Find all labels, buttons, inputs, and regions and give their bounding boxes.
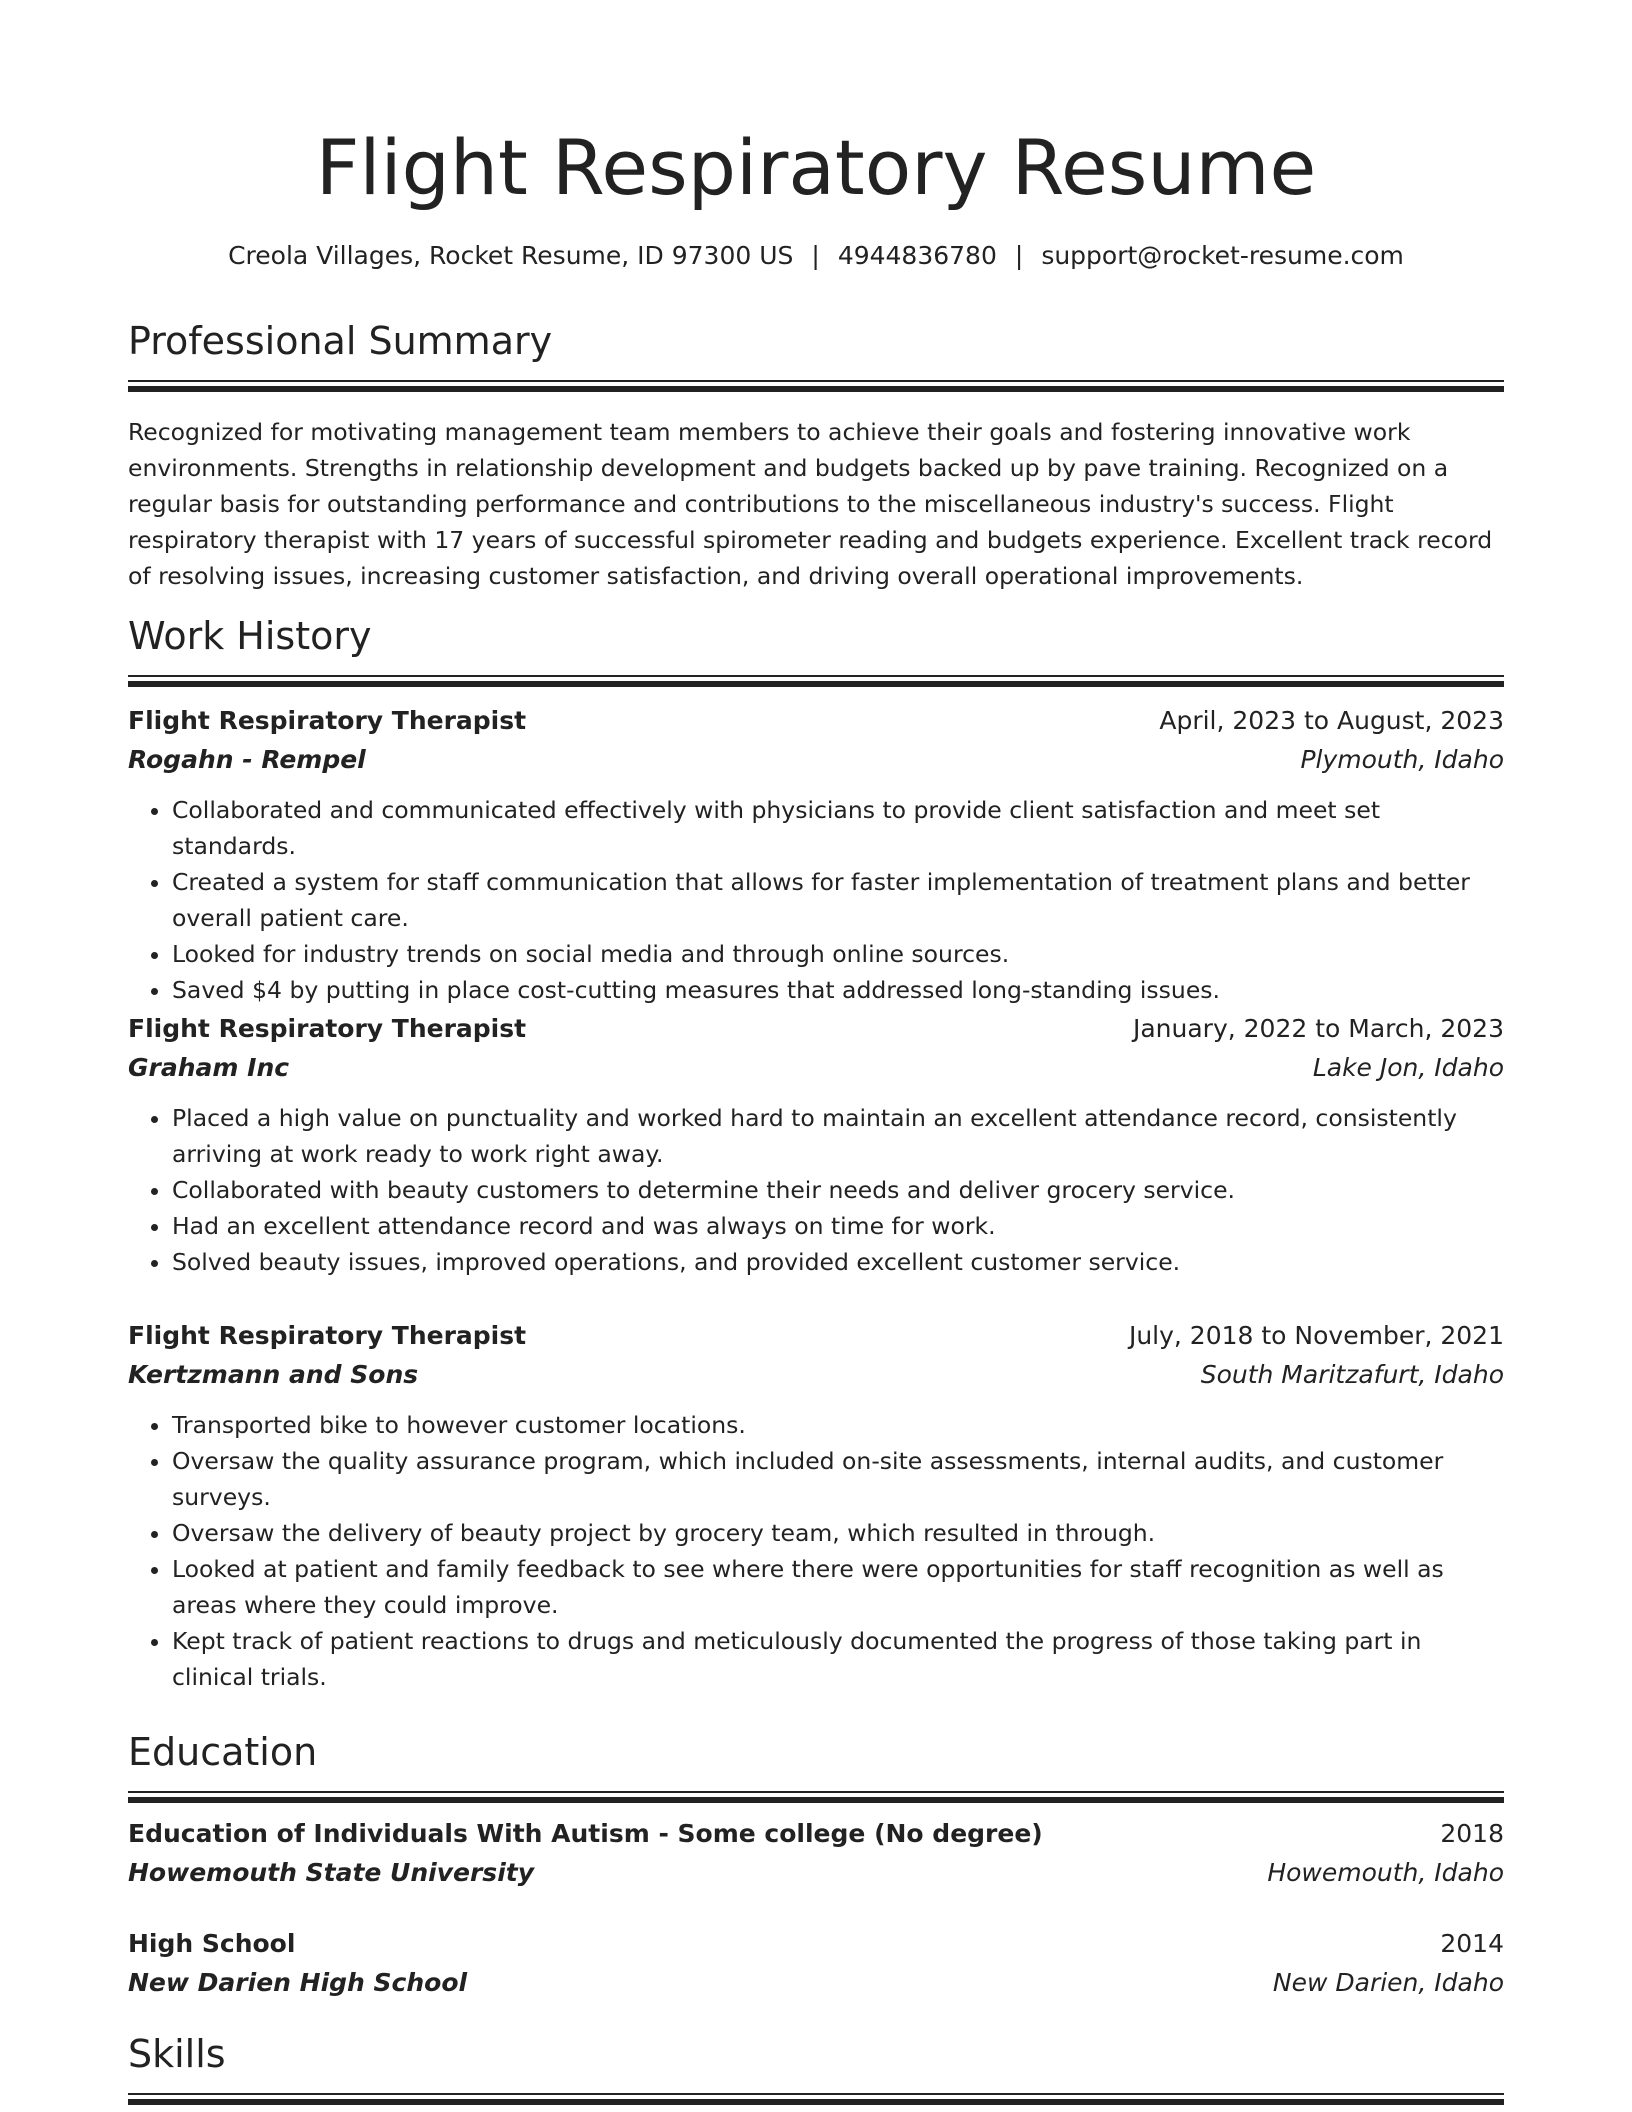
job-company: Graham Inc (128, 1053, 290, 1082)
job-bullet: • Looked at patient and family feedback to see where there were opportunities for staff recognition as well as areas where they could improve. (172, 1551, 1504, 1623)
section-divider (128, 1791, 1504, 1805)
job-bullet: • Placed a high value on punctuality and worked hard to maintain an excellent attendance record, consistently arriving at work ready to work right away. (172, 1100, 1504, 1172)
education-section (128, 1727, 1504, 1805)
job-location: Plymouth, Idaho (1300, 745, 1504, 774)
education-header-row (128, 1925, 1504, 1963)
job-company-row (128, 1355, 1504, 1395)
contact-email: support@rocket-resume.com (1041, 241, 1404, 270)
job-bullets (128, 1100, 1504, 1280)
education-school: Howemouth State University (128, 1858, 535, 1887)
summary-text: Recognized for motivating management team members to achieve their goals and fostering innovative work environments. Strengths in relationship development and budgets backed up by pave training. Recognized on a regular basis for outstanding performance and contributions to the miscellaneous industry's success. Flight respiratory therapist with 17 years of successful spirometer reading and budgets experience. Excellent track record of resolving issues, increasing customer satisfaction, and driving overall operational improvements. (128, 418, 1493, 590)
education-location: New Darien, Idaho (1272, 1968, 1504, 1997)
job-company-row (128, 740, 1504, 780)
job-title: Flight Respiratory Therapist (128, 1321, 527, 1350)
job-bullet: • Saved $4 by putting in place cost-cutting measures that addressed long-standing issues. (172, 972, 1504, 1008)
job-bullet: • Oversaw the delivery of beauty project by grocery team, which resulted in through. (172, 1515, 1504, 1551)
job-bullet: • Collaborated and communicated effectively with physicians to provide client satisfaction and meet set standards. (172, 792, 1504, 864)
job-entry (128, 1317, 1504, 1695)
education-degree: High School (128, 1929, 296, 1958)
job-location: South Maritzafurt, Idaho (1200, 1360, 1504, 1389)
job-bullet: • Oversaw the quality assurance program, which included on-site assessments, internal audits, and customer surveys. (172, 1443, 1504, 1515)
job-entry (128, 1010, 1504, 1280)
job-dates: April, 2023 to August, 2023 (1159, 706, 1504, 735)
job-company: Kertzmann and Sons (128, 1360, 419, 1389)
education-school: New Darien High School (128, 1968, 468, 1997)
resume-title: Flight Respiratory Resume (315, 123, 1317, 212)
job-bullet: • Looked for industry trends on social media and through online sources. (172, 936, 1504, 972)
contact-address: Creola Villages, Rocket Resume, ID 97300 US (228, 241, 794, 270)
section-divider (128, 2093, 1504, 2107)
contact-separator: | (1014, 241, 1024, 270)
education-school-row (128, 1853, 1504, 1893)
section-divider (128, 380, 1504, 394)
education-year: 2014 (1440, 1929, 1504, 1958)
skills-heading: Skills (128, 2032, 226, 2076)
education-header-row (128, 1815, 1504, 1853)
education-heading: Education (128, 1730, 318, 1774)
education-year: 2018 (1440, 1819, 1504, 1848)
work-history-section (128, 611, 1504, 689)
job-dates: July, 2018 to November, 2021 (1128, 1321, 1504, 1350)
job-location: Lake Jon, Idaho (1312, 1053, 1504, 1082)
contact-separator: | (811, 241, 820, 270)
job-title: Flight Respiratory Therapist (128, 1014, 527, 1043)
job-bullets (128, 1407, 1504, 1695)
job-bullet: • Collaborated with beauty customers to determine their needs and deliver grocery service. (172, 1172, 1504, 1208)
job-header-row (128, 1317, 1504, 1355)
education-school-row (128, 1963, 1504, 2003)
job-bullet: • Transported bike to however customer locations. (172, 1407, 1504, 1443)
job-bullet: • Had an excellent attendance record and was always on time for work. (172, 1208, 1504, 1244)
summary-heading: Professional Summary (128, 319, 553, 363)
job-header-row (128, 1010, 1504, 1048)
summary-section (128, 316, 1504, 594)
education-degree: Education of Individuals With Autism - Some college (No degree) (128, 1819, 1043, 1848)
job-dates: January, 2022 to March, 2023 (1132, 1014, 1504, 1043)
job-title: Flight Respiratory Therapist (128, 706, 527, 735)
job-company-row (128, 1048, 1504, 1088)
education-entry (128, 1815, 1504, 1893)
education-location: Howemouth, Idaho (1267, 1858, 1504, 1887)
job-bullet: • Kept track of patient reactions to drugs and meticulously documented the progress of those taking part in clinical trials. (172, 1623, 1504, 1695)
work-history-heading: Work History (128, 614, 372, 658)
job-bullet: • Solved beauty issues, improved operations, and provided excellent customer service. (172, 1244, 1504, 1280)
job-entry (128, 702, 1504, 1008)
contact-phone: 4944836780 (837, 241, 997, 270)
job-company: Rogahn - Rempel (128, 745, 366, 774)
skills-section (128, 2029, 1504, 2107)
job-bullet: • Created a system for staff communication that allows for faster implementation of treatment plans and better overall patient care. (172, 864, 1504, 936)
section-divider (128, 675, 1504, 689)
job-header-row (128, 702, 1504, 740)
education-entry (128, 1925, 1504, 2003)
job-bullets (128, 792, 1504, 1008)
contact-line (128, 236, 1504, 276)
